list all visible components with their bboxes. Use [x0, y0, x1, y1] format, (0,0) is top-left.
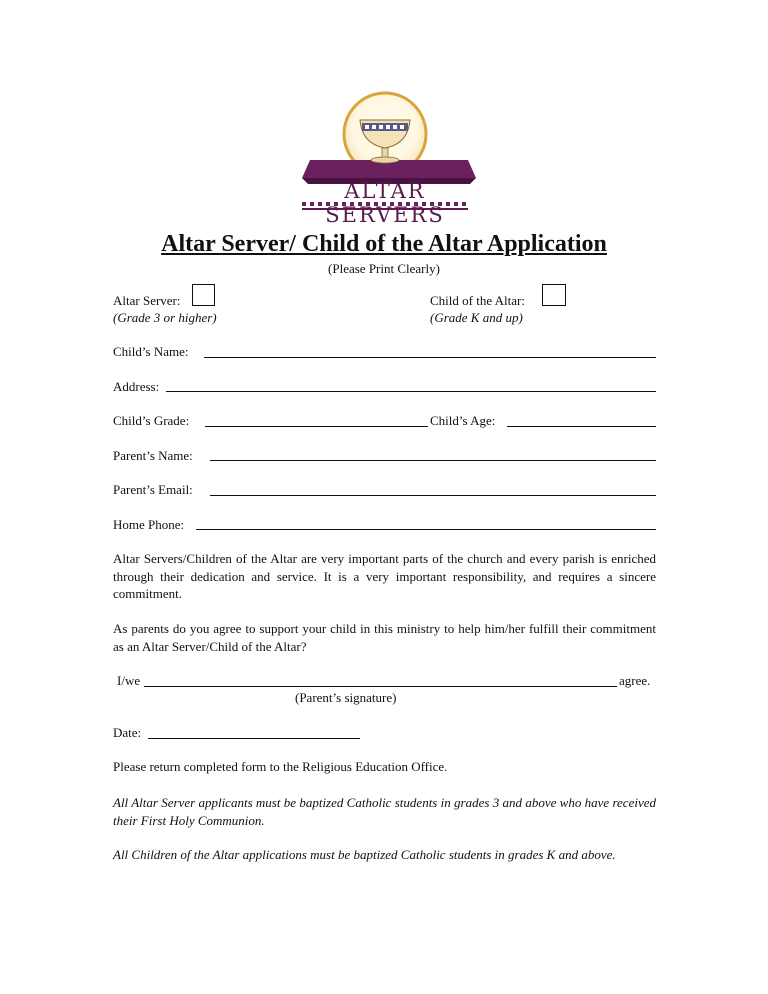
question-paragraph: As parents do you agree to support your child in this ministry to help him/her fulfill their commitment as an Altar Server/Child of the Altar?: [113, 621, 656, 654]
parents-email-label: Parent’s Email:: [113, 482, 193, 497]
address-field[interactable]: [166, 391, 656, 392]
logo-text: ALTAR SERVERS: [325, 179, 445, 227]
altar-server-requirement: All Altar Server applicants must be baptized Catholic students in grades 3 and above who have received their First Holy Communion.: [113, 795, 656, 828]
altar-server-label: Altar Server:: [113, 293, 181, 308]
return-note: Please return completed form to the Religious Education Office.: [113, 759, 448, 774]
agreement-prefix: I/we: [117, 673, 141, 688]
parents-email-field[interactable]: [210, 495, 656, 496]
date-field[interactable]: [148, 738, 360, 739]
page-subtitle: (Please Print Clearly): [328, 261, 440, 276]
parent-signature-field[interactable]: [144, 686, 617, 687]
childs-name-field[interactable]: [204, 357, 656, 358]
address-label: Address:: [113, 379, 160, 394]
date-label: Date:: [113, 725, 142, 740]
altar-servers-logo: [290, 86, 480, 227]
home-phone-label: Home Phone:: [113, 517, 185, 532]
childs-age-field[interactable]: [507, 426, 656, 427]
altar-server-checkbox[interactable]: [192, 284, 215, 306]
signature-caption: (Parent’s signature): [295, 690, 397, 705]
parents-name-label: Parent’s Name:: [113, 448, 193, 463]
parents-name-field[interactable]: [210, 460, 656, 461]
childs-age-label: Child’s Age:: [430, 413, 496, 428]
child-of-altar-note: (Grade K and up): [430, 310, 523, 325]
child-of-altar-checkbox[interactable]: [542, 284, 566, 306]
importance-paragraph: Altar Servers/Children of the Altar are very important parts of the church and every parish is enriched through their dedication and service. It is a very important responsibility, and requires a sincere commitment.: [113, 551, 656, 601]
child-of-altar-label: Child of the Altar:: [430, 293, 525, 308]
childs-name-label: Child’s Name:: [113, 344, 189, 359]
agreement-suffix: agree.: [619, 673, 651, 688]
home-phone-field[interactable]: [196, 529, 656, 530]
childs-grade-label: Child’s Grade:: [113, 413, 190, 428]
childs-grade-field[interactable]: [205, 426, 428, 427]
page-title: Altar Server/ Child of the Altar Application: [161, 231, 607, 257]
child-of-altar-requirement: All Children of the Altar applications must be baptized Catholic students in grades K and above.: [113, 847, 616, 862]
altar-server-note: (Grade 3 or higher): [113, 310, 217, 325]
